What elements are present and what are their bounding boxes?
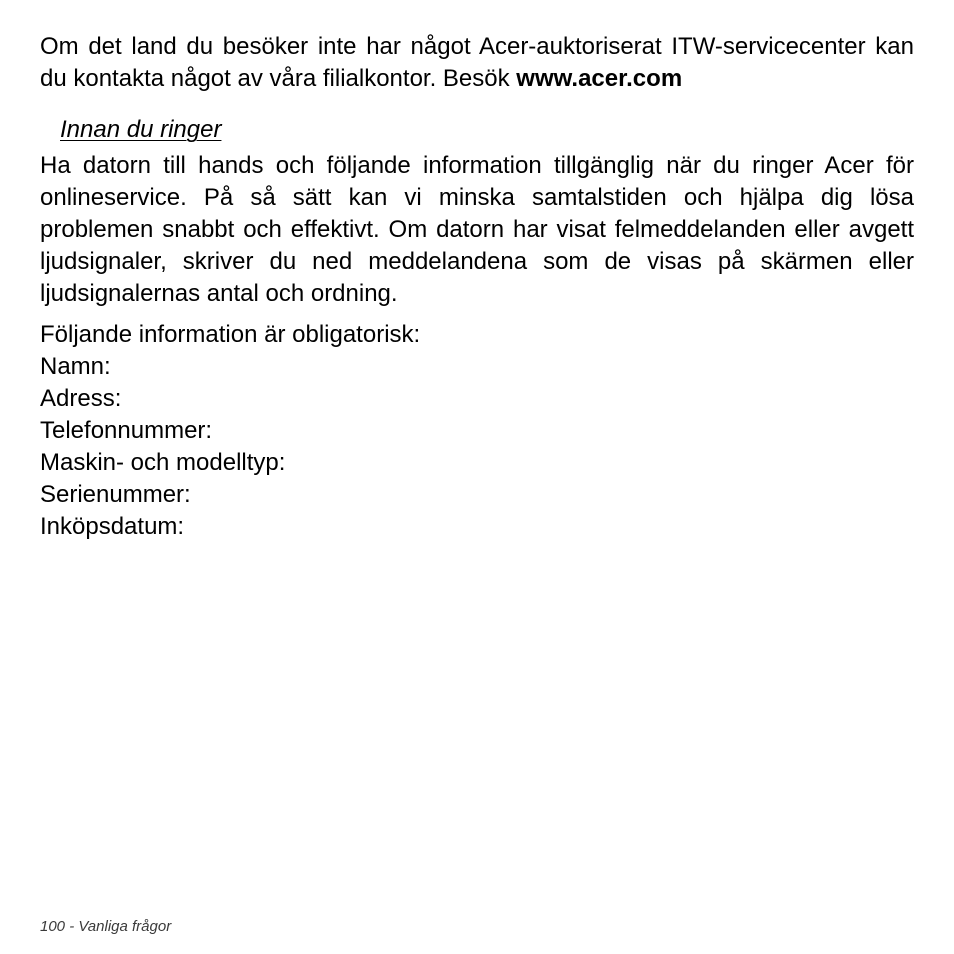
required-fields-list xyxy=(40,351,914,543)
field-machine-model: Maskin- och modelltyp: xyxy=(40,449,286,476)
field-address: Adress: xyxy=(40,385,122,412)
intro-text: Om det land du besöker inte har något Acer-auktoriserat ITW-servicecenter kan du kontakta något av våra filialkontor. Besök xyxy=(40,33,914,92)
page-footer: 100 - Vanliga frågor xyxy=(40,918,172,935)
field-phone: Telefonnummer: xyxy=(40,417,213,444)
document-page xyxy=(40,31,914,543)
section-heading: Innan du ringer xyxy=(60,116,222,143)
field-serial-number: Serienummer: xyxy=(40,481,191,508)
field-purchase-date: Inköpsdatum: xyxy=(40,513,185,540)
acer-website-link: www.acer.com xyxy=(516,65,683,92)
required-info-label: Följande information är obligatorisk: xyxy=(40,321,421,348)
field-name: Namn: xyxy=(40,353,111,380)
call-paragraph: Ha datorn till hands och följande information tillgänglig när du ringer Acer för onlineservice. På så sätt kan vi minska samtalstiden och hjälpa dig lösa problemen snabbt och effektivt. Om datorn har visat felmeddelanden eller avgett ljudsignaler, skriver du ned meddelandena som de visas på skärmen eller ljudsignalernas antal och ordning. xyxy=(40,152,914,307)
intro-paragraph xyxy=(40,31,914,95)
